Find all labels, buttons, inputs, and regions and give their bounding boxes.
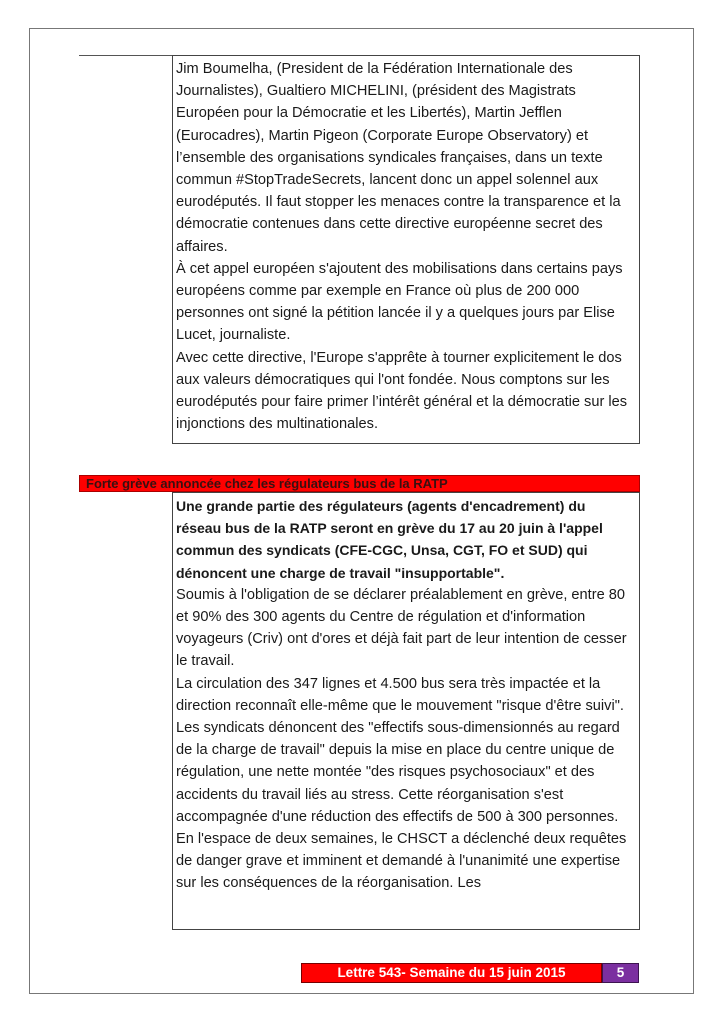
paragraph: Jim Boumelha, (President de la Fédération Internationale des Journalistes), Gualtiero MICHELINI, (président des Magistrats Européen pour la Démocratie et les Libertés), Martin Jefflen (Eurocadres), Martin Pigeon (Corporate Europe Observatory) et l’ensemble des organisations syndicales françaises, dans un texte commun #StopTradeSecrets, lancent donc un appel solennel aux eurodéputés. Il faut stopper les menaces contre la transparence et la démocratie contenues dans cette directive européenne secret des affaires. (176, 61, 621, 255)
article-box-ratp (172, 492, 640, 930)
page-number: 5 (602, 963, 639, 983)
footer-issue-label: Lettre 543- Semaine du 15 juin 2015 (301, 963, 602, 983)
paragraph: En l'espace de deux semaines, le CHSCT a déclenché deux requêtes de danger grave et imminent et demandé à l'unanimité une expertise sur les conséquences de la réorganisation. Les (176, 831, 627, 892)
paragraph: À cet appel européen s'ajoutent des mobilisations dans certains pays européens comme par exemple en France où plus de 200 000 personnes ont signé la pétition lancée il y a quelques jours par Elise Lucet, journaliste. (176, 260, 623, 344)
top-rule (79, 55, 173, 56)
section-heading: Forte grève annoncée chez les régulateurs bus de la RATP (86, 476, 448, 491)
lead-paragraph: Une grande partie des régulateurs (agents d'encadrement) du réseau bus de la RATP seront en grève du 17 au 20 juin à l'appel commun des syndicats (CFE-CGC, Unsa, CGT, FO et SUD) qui dénoncent une charge de travail "insupportable". (176, 498, 603, 581)
paragraph: Les syndicats dénoncent des "effectifs sous-dimensionnés au regard de la charge de travail" depuis la mise en place du centre unique de régulation, une nette montée "des risques psychosociaux" et des accidents du travail liés au stress. Cette réorganisation s'est accompagnée d'une réduction des effectifs de 500 à 300 personnes. (176, 720, 620, 825)
article-box-stop-trade-secrets (172, 55, 640, 444)
article-body (173, 493, 639, 895)
footer (301, 963, 639, 983)
section-heading-bar (79, 475, 640, 492)
article-body (173, 56, 639, 435)
paragraph: Avec cette directive, l'Europe s'apprête à tourner explicitement le dos aux valeurs démocratiques qui l'ont fondée. Nous comptons sur les eurodéputés pour faire primer l’intérêt général et la démocratie sur les injonctions des multinationales. (176, 349, 628, 433)
paragraph: La circulation des 347 lignes et 4.500 bus sera très impactée et la direction reconnaît elle-même que le mouvement "risque d'être suivi". (176, 675, 624, 714)
paragraph: Soumis à l'obligation de se déclarer préalablement en grève, entre 80 et 90% des 300 agents du Centre de régulation et d'information voyageurs (Criv) ont d'ores et déjà fait part de leur intention de cesser le travail. (176, 586, 627, 670)
